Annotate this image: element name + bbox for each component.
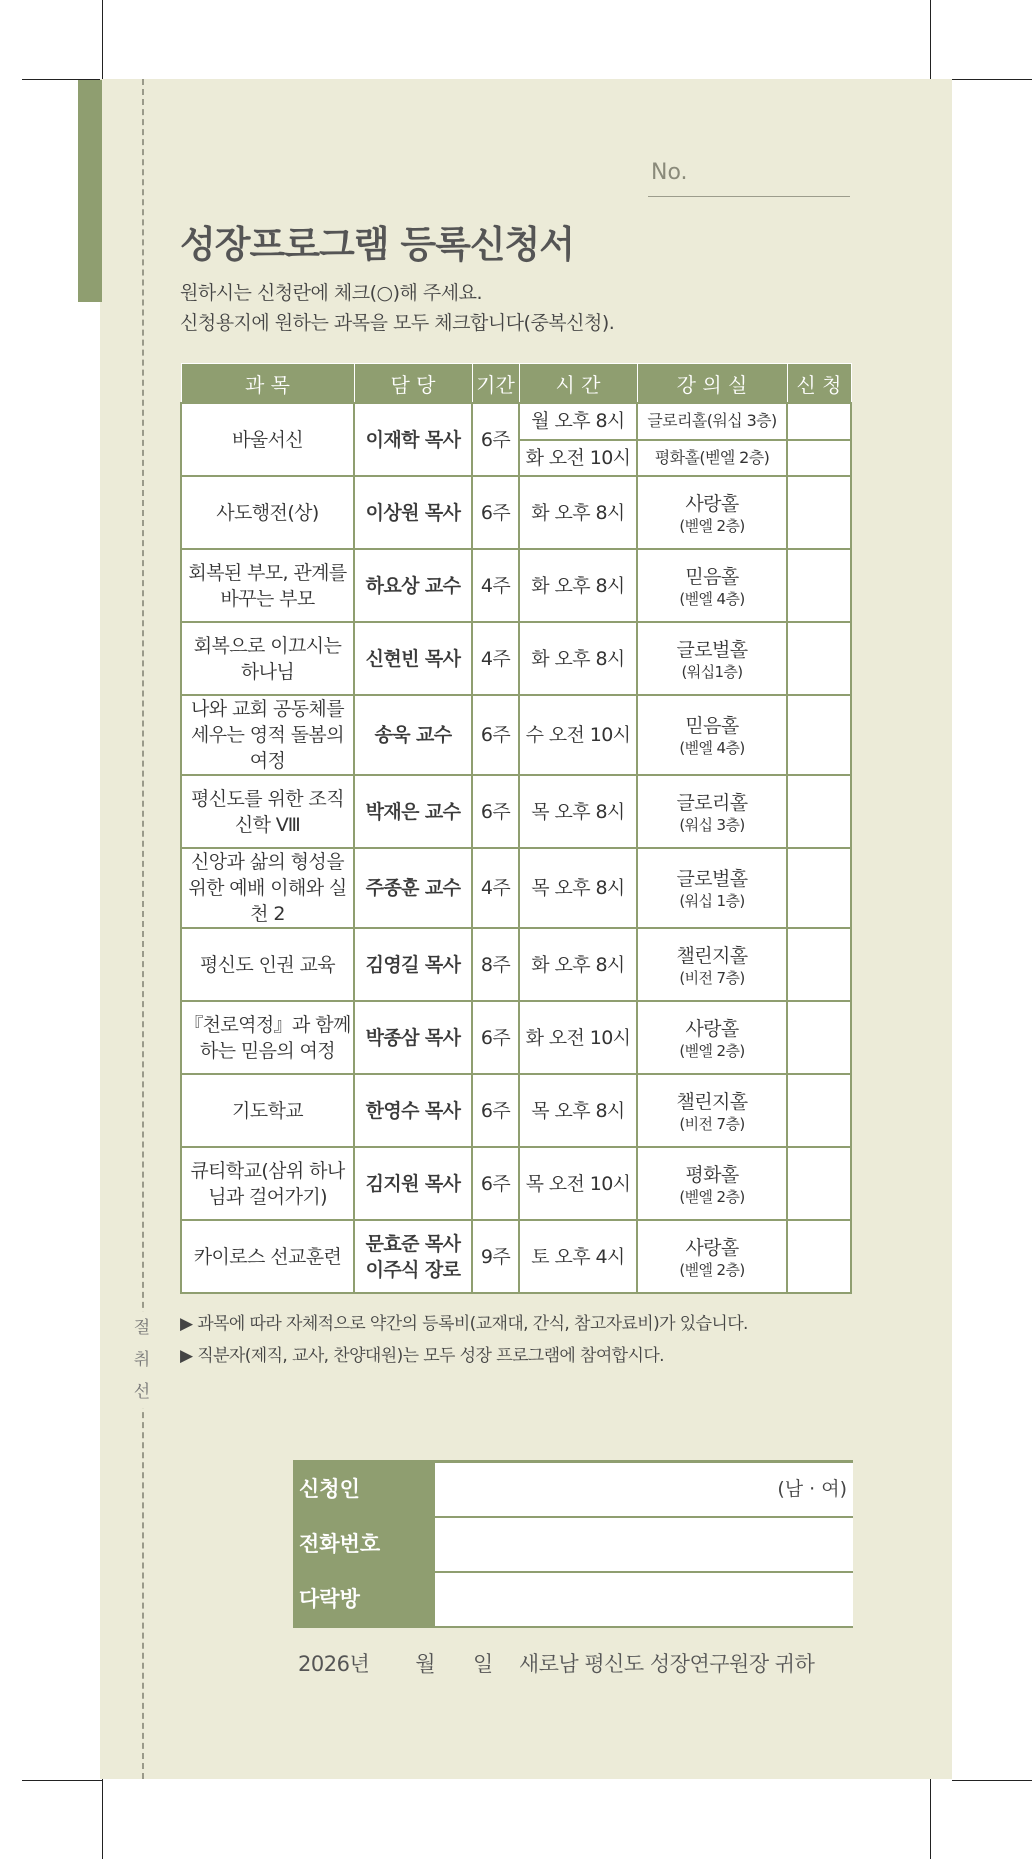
- table-header-row: [181, 364, 851, 404]
- column-header-period: 기간: [472, 364, 519, 404]
- room-name: 글로리홀: [676, 791, 748, 814]
- room-name: 글로벌홀: [676, 868, 748, 890]
- table-row: [181, 403, 851, 440]
- apply-checkbox-cell[interactable]: [787, 1001, 851, 1074]
- course-period: 8주: [472, 928, 519, 1001]
- course-room: [637, 476, 787, 549]
- room-name: 글로벌홀: [676, 638, 748, 661]
- apply-checkbox-cell[interactable]: [787, 775, 851, 848]
- apply-checkbox-cell[interactable]: [787, 848, 851, 928]
- table-row: [181, 549, 851, 622]
- course-name: 회복으로 이끄시는 하나님: [181, 622, 354, 695]
- course-time: 목 오후 8시: [519, 848, 637, 928]
- course-room: [637, 848, 787, 928]
- table-row: [181, 622, 851, 695]
- table-row: [181, 695, 851, 775]
- column-header-room: 강 의 실: [637, 364, 787, 404]
- room-location: (벧엘 2층): [679, 516, 745, 535]
- apply-checkbox-cell[interactable]: [787, 622, 851, 695]
- room-location: (벧엘 4층): [679, 739, 745, 757]
- number-field-line[interactable]: [648, 196, 850, 197]
- form-row-group: [293, 1573, 853, 1628]
- course-time: 화 오후 8시: [519, 476, 637, 549]
- side-accent-bar: [78, 80, 102, 302]
- room-location: (비전 7층): [679, 1114, 745, 1133]
- course-period: 6주: [472, 476, 519, 549]
- course-period: 4주: [472, 549, 519, 622]
- room-location: (워십1층): [681, 662, 743, 681]
- room-location: (벧엘 4층): [679, 589, 745, 608]
- course-name: 사도행전(상): [181, 476, 354, 549]
- applicant-form: [293, 1460, 853, 1628]
- course-room: 평화홀(벧엘 2층): [637, 440, 787, 477]
- apply-checkbox-cell[interactable]: [787, 403, 851, 440]
- instructor-name: 송욱 교수: [354, 695, 472, 775]
- cut-line: [142, 79, 144, 1779]
- phone-field[interactable]: [435, 1518, 853, 1571]
- form-row-applicant: [293, 1460, 853, 1518]
- applicant-name-field[interactable]: (남 · 여): [435, 1463, 853, 1516]
- cut-line-char: 선: [133, 1382, 151, 1402]
- course-room: [637, 1147, 787, 1220]
- course-room: [637, 549, 787, 622]
- course-time: 목 오후 8시: [519, 1074, 637, 1147]
- room-location: (비전 7층): [679, 968, 745, 987]
- room-name: 챌린지홀: [676, 944, 748, 967]
- course-name: 기도학교: [181, 1074, 354, 1147]
- apply-checkbox-cell[interactable]: [787, 1147, 851, 1220]
- course-time: 목 오전 10시: [519, 1147, 637, 1220]
- instructor-name: 신현빈 목사: [354, 622, 472, 695]
- footer-day: 일: [473, 1652, 493, 1676]
- course-room: [637, 1220, 787, 1293]
- course-period: 6주: [472, 403, 519, 476]
- course-room: [637, 622, 787, 695]
- course-name: 신앙과 삶의 형성을 위한 예배 이해와 실천 2: [181, 848, 354, 928]
- course-period: 6주: [472, 695, 519, 775]
- crop-mark: [952, 1780, 1032, 1781]
- course-room: [637, 928, 787, 1001]
- course-time: 화 오후 8시: [519, 622, 637, 695]
- instructor-name: 이상원 목사: [354, 476, 472, 549]
- course-period: 6주: [472, 1147, 519, 1220]
- room-location: (벧엘 2층): [679, 1041, 745, 1060]
- course-time: 화 오전 10시: [519, 1001, 637, 1074]
- cut-line-char: 절: [133, 1318, 151, 1338]
- instructor-name: 박재은 교수: [354, 775, 472, 848]
- instructor-name: 이재학 목사: [354, 403, 472, 476]
- apply-checkbox-cell[interactable]: [787, 695, 851, 775]
- table-row: [181, 1074, 851, 1147]
- form-row-phone: [293, 1518, 853, 1573]
- cut-line-char: 취: [133, 1350, 151, 1370]
- course-name: 평신도 인권 교육: [181, 928, 354, 1001]
- instruction-line: 원하시는 신청란에 체크(○)해 주세요.: [180, 282, 483, 304]
- note-line: ▶ 과목에 따라 자체적으로 약간의 등록비(교재대, 간식, 참고자료비)가 있습니다.: [180, 1314, 748, 1334]
- phone-label: 전화번호: [293, 1518, 435, 1571]
- column-header-course: 과 목: [181, 364, 354, 404]
- course-name: 큐티학교(삼위 하나님과 걸어가기): [181, 1147, 354, 1220]
- apply-checkbox-cell[interactable]: [787, 549, 851, 622]
- course-name: 바울서신: [181, 403, 354, 476]
- course-time: 화 오후 8시: [519, 928, 637, 1001]
- apply-checkbox-cell[interactable]: [787, 440, 851, 477]
- applicant-label: 신청인: [293, 1463, 435, 1516]
- room-name: 사랑홀: [685, 1017, 739, 1040]
- course-period: 6주: [472, 1074, 519, 1147]
- number-label: No.: [651, 160, 688, 185]
- table-row: [181, 848, 851, 928]
- footer-year: 2026년: [298, 1652, 370, 1676]
- room-location: (워십 3층): [679, 815, 745, 834]
- table-row: [181, 775, 851, 848]
- course-time: 화 오전 10시: [519, 440, 637, 477]
- instructor-name: 박종삼 목사: [354, 1001, 472, 1074]
- instructor-name: 한영수 목사: [354, 1074, 472, 1147]
- course-table: [180, 363, 852, 1294]
- note-line: ▶ 직분자(제직, 교사, 찬양대원)는 모두 성장 프로그램에 참여합시다.: [180, 1346, 664, 1366]
- course-period: 6주: [472, 1001, 519, 1074]
- apply-checkbox-cell[interactable]: [787, 476, 851, 549]
- instructor-name: 김지원 목사: [354, 1147, 472, 1220]
- course-room: [637, 1001, 787, 1074]
- course-name: 회복된 부모, 관계를 바꾸는 부모: [181, 549, 354, 622]
- course-name: 나와 교회 공동체를 세우는 영적 돌봄의 여정: [181, 695, 354, 775]
- footer-date-line: [298, 1648, 814, 1678]
- column-header-apply: 신 청: [787, 364, 851, 404]
- course-period: 4주: [472, 848, 519, 928]
- notes: [180, 1308, 748, 1372]
- room-name: 믿음홀: [685, 715, 739, 737]
- room-location: (벧엘 2층): [679, 1260, 745, 1279]
- crop-mark: [22, 1780, 102, 1781]
- course-room: [637, 1074, 787, 1147]
- course-time: 목 오후 8시: [519, 775, 637, 848]
- column-header-time: 시 간: [519, 364, 637, 404]
- room-location: (벧엘 2층): [679, 1187, 745, 1206]
- table-row: [181, 1147, 851, 1220]
- crop-mark: [952, 79, 1032, 80]
- page-title: 성장프로그램 등록신청서: [180, 223, 575, 266]
- table-row: [181, 928, 851, 1001]
- instruction-line: 신청용지에 원하는 과목을 모두 체크합니다(중복신청).: [180, 312, 615, 334]
- room-name: 믿음홀: [685, 565, 739, 588]
- footer-addressee: 새로남 평신도 성장연구원장 귀하: [518, 1652, 815, 1676]
- instructor-name: 문효준 목사 이주식 장로: [354, 1220, 472, 1293]
- table-row: [181, 476, 851, 549]
- room-name: 평화홀: [685, 1163, 739, 1186]
- room-name: 사랑홀: [685, 492, 739, 515]
- course-name: 평신도를 위한 조직신학 Ⅷ: [181, 775, 354, 848]
- course-time: 월 오후 8시: [519, 403, 637, 440]
- course-room: [637, 695, 787, 775]
- course-time: 수 오전 10시: [519, 695, 637, 775]
- course-name: 『천로역정』과 함께 하는 믿음의 여정: [181, 1001, 354, 1074]
- room-name: 사랑홀: [685, 1236, 739, 1259]
- course-period: 9주: [472, 1220, 519, 1293]
- course-name: 카이로스 선교훈련: [181, 1220, 354, 1293]
- footer-month: 월: [415, 1652, 436, 1676]
- room-name: 챌린지홀: [676, 1090, 748, 1113]
- group-label: 다락방: [293, 1573, 435, 1626]
- course-time: 토 오후 4시: [519, 1220, 637, 1293]
- cut-line-label: [130, 1312, 154, 1408]
- instructor-name: 주종훈 교수: [354, 848, 472, 928]
- apply-checkbox-cell[interactable]: [787, 1220, 851, 1293]
- course-period: 4주: [472, 622, 519, 695]
- course-period: 6주: [472, 775, 519, 848]
- apply-checkbox-cell[interactable]: [787, 928, 851, 1001]
- instructor-name: 하요상 교수: [354, 549, 472, 622]
- course-room: [637, 775, 787, 848]
- column-header-instructor: 담 당: [354, 364, 472, 404]
- course-time: 화 오후 8시: [519, 549, 637, 622]
- instructor-name: 김영길 목사: [354, 928, 472, 1001]
- course-room: 글로리홀(워십 3층): [637, 403, 787, 440]
- table-row: [181, 1220, 851, 1293]
- table-row: [181, 1001, 851, 1074]
- group-field[interactable]: [435, 1573, 853, 1626]
- room-location: (워십 1층): [679, 892, 745, 910]
- apply-checkbox-cell[interactable]: [787, 1074, 851, 1147]
